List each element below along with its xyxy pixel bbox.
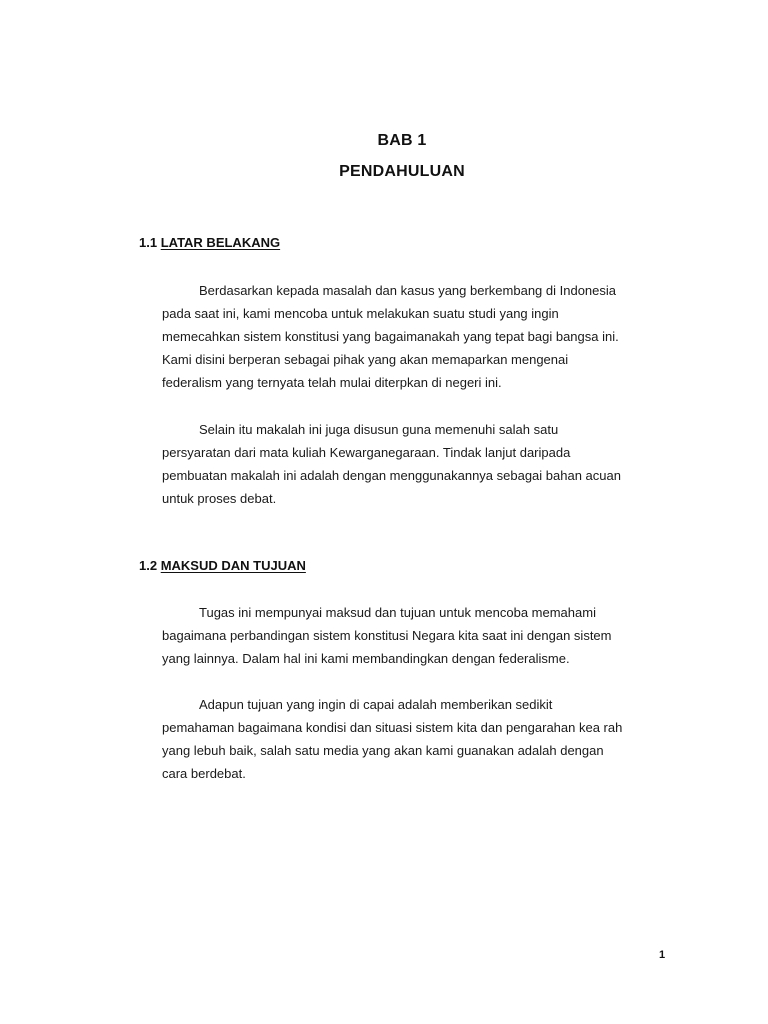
paragraph bbox=[162, 418, 674, 510]
paragraph-line: Adapun tujuan yang ingin di capai adalah memberikan sedikit bbox=[199, 697, 553, 712]
paragraph-line: Tugas ini mempunyai maksud dan tujuan untuk mencoba memahami bbox=[199, 605, 596, 620]
paragraph-line: yang lainnya. Dalam hal ini kami membandingkan dengan federalisme. bbox=[162, 651, 570, 666]
page-number: 1 bbox=[658, 949, 666, 961]
paragraph-line: memecahkan sistem konstitusi yang bagaimanakah yang tepat bagi bangsa ini. bbox=[162, 329, 619, 344]
paragraph-line: Selain itu makalah ini juga disusun guna memenuhi salah satu bbox=[199, 422, 559, 437]
paragraph bbox=[162, 601, 674, 670]
paragraph-line: cara berdebat. bbox=[162, 766, 246, 781]
paragraph bbox=[162, 693, 674, 785]
paragraph-line: Kami disini berperan sebagai pihak yang akan memaparkan mengenai bbox=[162, 352, 569, 367]
paragraph-line: yang lebuh baik, salah satu media yang akan kami guanakan adalah dengan bbox=[162, 743, 604, 758]
section-heading-maksud-dan-tujuan bbox=[139, 558, 306, 574]
chapter-number: BAB 1 bbox=[377, 132, 427, 149]
paragraph-line: pemahaman bagaimana kondisi dan situasi sistem kita dan pengarahan kea rah bbox=[162, 720, 623, 735]
chapter-title: PENDAHULUAN bbox=[339, 163, 465, 180]
paragraph-line: bagaimana perbandingan sistem konstitusi Negara kita saat ini dengan sistem bbox=[162, 628, 612, 643]
section-heading-latar-belakang bbox=[139, 235, 280, 251]
section-title: MAKSUD DAN TUJUAN bbox=[160, 558, 306, 573]
section-title: LATAR BELAKANG bbox=[160, 235, 281, 250]
paragraph-line: pada saat ini, kami mencoba untuk melakukan suatu studi yang ingin bbox=[162, 306, 559, 321]
paragraph-line: Berdasarkan kepada masalah dan kasus yang berkembang di Indonesia bbox=[199, 283, 616, 298]
section-number: 1.1 bbox=[139, 235, 158, 250]
paragraph-line: untuk proses debat. bbox=[162, 491, 277, 506]
paragraph-line: federalism yang ternyata telah mulai diterpkan di negeri ini. bbox=[162, 375, 502, 390]
paragraph bbox=[162, 279, 674, 394]
paragraph-line: persyaratan dari mata kuliah Kewarganegaraan. Tindak lanjut daripada bbox=[162, 445, 571, 460]
paragraph-line: pembuatan makalah ini adalah dengan menggunakannya sebagai bahan acuan bbox=[162, 468, 621, 483]
section-number: 1.2 bbox=[139, 558, 158, 573]
